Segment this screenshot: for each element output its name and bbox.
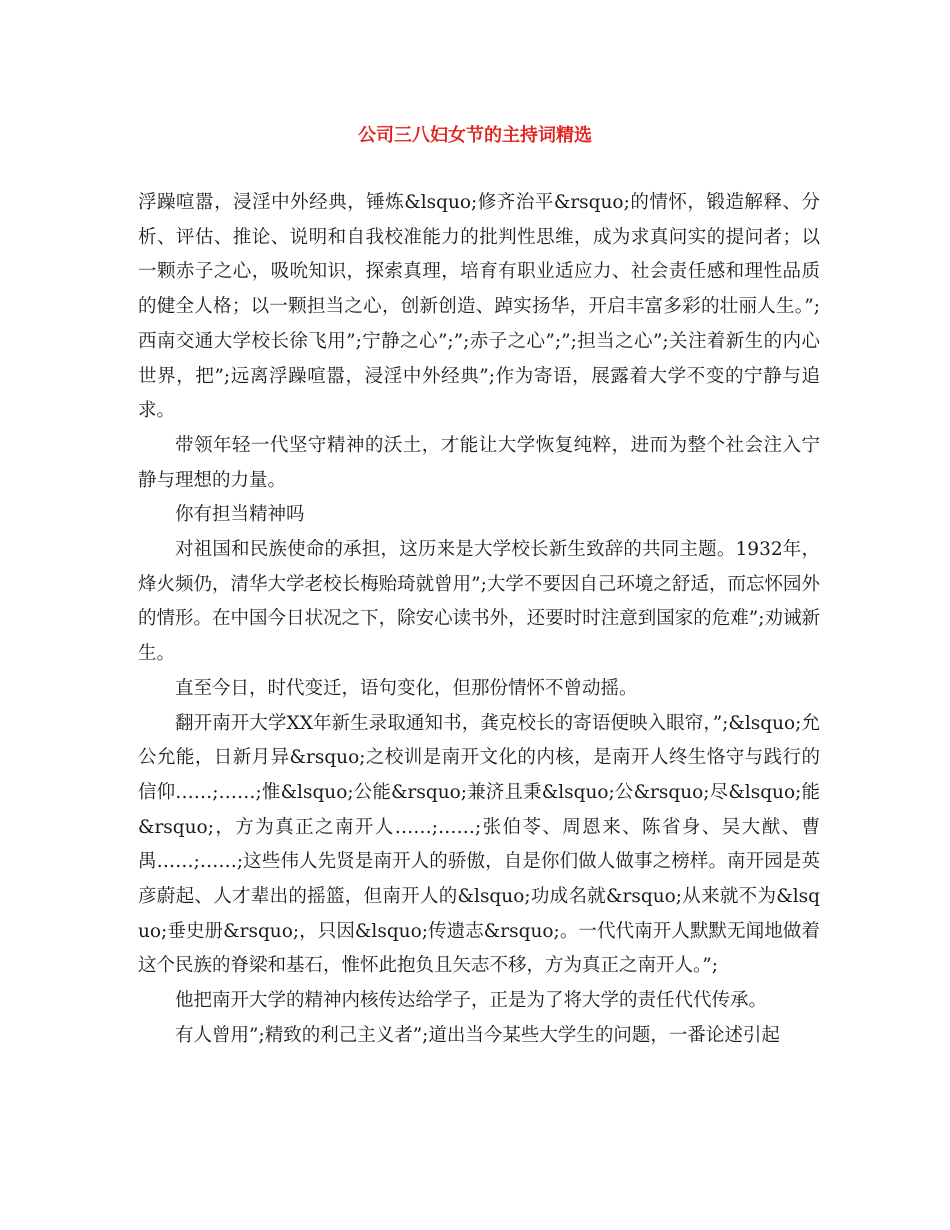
paragraph-2: 带领年轻一代坚守精神的沃土，才能让大学恢复纯粹，进而为整个社会注入宁静与理想的力量。 <box>138 434 820 491</box>
paragraph-6: 翻开南开大学XX年新生录取通知书，龚克校长的寄语便映入眼帘，”;&lsquo;允公允能，日新月异&rsquo;之校训是南开文化的内核，是南开人终生恪守与践行的信仰……;……;惟&lsquo;公能&rsquo;兼济且秉&lsquo;公&rsquo;尽&lsquo;能&rsquo;，方为真正之南开人……;……;张伯苓、周恩来、陈省身、吴大猷、曹禺……;……;这些伟人先贤是南开人的骄傲，自是你们做人做事之榜样。南开园是英彦蔚起、人才辈出的摇篮，但南开人的&lsquo;功成名就&rsquo;从来就不为&lsquo;垂史册&rsquo;，只因&lsquo;传遗志&rsquo;。一代代南开人默默无闻地做着这个民族的脊梁和基石，惟怀此抱负且矢志不移，方为真正之南开人。”; <box>138 712 820 977</box>
paragraph-4: 对祖国和民族使命的承担，这历来是大学校长新生致辞的共同主题。1932年，烽火频仍，清华大学老校长梅贻琦就曾用”;大学不要因自己环境之舒适，而忘怀园外的情形。在中国今日状况之下，除安心读书外，还要时时注意到国家的危难”;劝诫新生。 <box>138 539 820 665</box>
document-body <box>138 186 820 1054</box>
paragraph-1: 浮躁喧嚣，浸淫中外经典，锤炼&lsquo;修齐治平&rsquo;的情怀，锻造解释、分析、评估、推论、说明和自我校准能力的批判性思维，成为求真问实的提问者；以一颗赤子之心，吸吮知识，探索真理，培育有职业适应力、社会责任感和理性品质的健全人格；以一颗担当之心，创新创造、踔实扬华，开启丰富多彩的壮丽人生。”;西南交通大学校长徐飞用”;宁静之心”;”;赤子之心”;”;担当之心”;关注着新生的内心世界，把”;远离浮躁喧嚣，浸淫中外经典”;作为寄语，展露着大学不变的宁静与追求。 <box>138 192 820 422</box>
paragraph-8: 有人曾用”;精致的利己主义者”;道出当今某些大学生的问题，一番论述引起 <box>175 1024 780 1046</box>
document-title: 公司三八妇女节的主持词精选 <box>358 125 592 146</box>
paragraph-7: 他把南开大学的精神内核传达给学子，正是为了将大学的责任代代传承。 <box>175 990 768 1012</box>
paragraph-3: 你有担当精神吗 <box>175 504 305 526</box>
paragraph-5: 直至今日，时代变迁，语句变化，但那份情怀不曾动摇。 <box>175 677 638 699</box>
